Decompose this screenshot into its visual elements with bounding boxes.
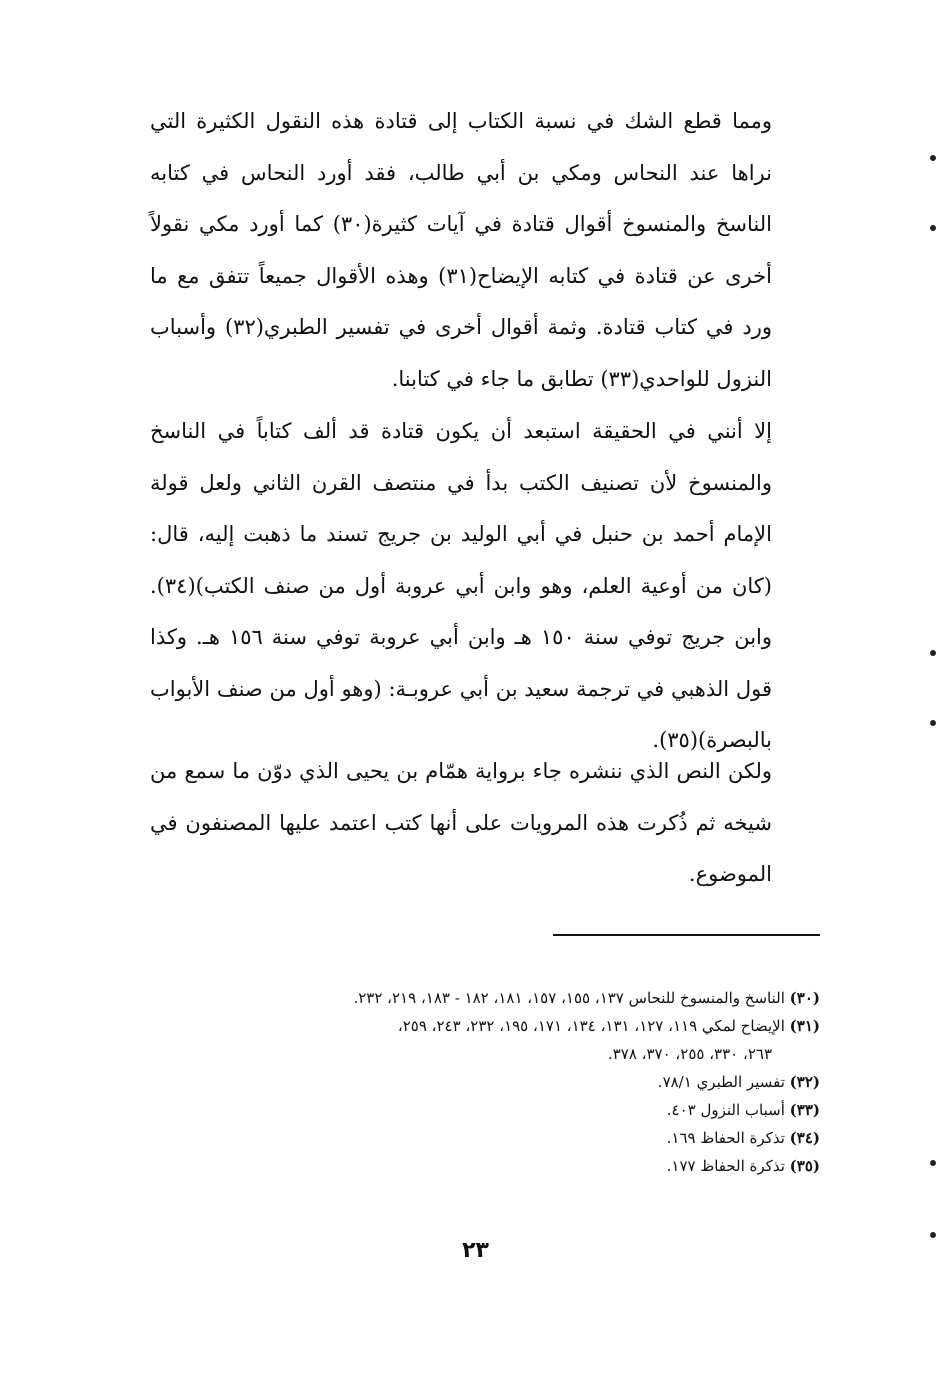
- footnote-30: (٣٠) الناسخ والمنسوخ للنحاس ١٣٧، ١٥٥، ١٥٧، ١٨١، ١٨٢ - ١٨٣، ٢١٩، ٢٣٢.: [353, 989, 820, 1007]
- margin-speck: [930, 225, 936, 231]
- footnotes: [150, 984, 820, 1180]
- footnote-31: (٣١) الإيضاح لمكي ١١٩، ١٢٧، ١٣١، ١٣٤، ١٧١، ١٩٥، ٢٣٢، ٢٤٣، ٢٥٩،: [397, 1017, 820, 1035]
- footnote-32: (٣٢) تفسير الطبري ٧٨/١.: [657, 1073, 820, 1091]
- footnote-34: (٣٤) تذكرة الحفاظ ١٦٩.: [666, 1129, 820, 1147]
- paragraph-3: ولكن النص الذي ننشره جاء برواية همّام بن يحيى الذي دوّن ما سمع من شيخه ثم ذُكرت هذه المرويات على أنها كتب اعتمد عليها المصنفون في الموضوع.: [150, 759, 772, 886]
- footnote-divider: [553, 934, 820, 936]
- footnote-33: (٣٣) أسباب النزول ٤٠٣.: [666, 1101, 820, 1119]
- margin-speck: [930, 1232, 936, 1238]
- margin-speck: [930, 650, 936, 656]
- paragraph-1: ومما قطع الشك في نسبة الكتاب إلى قتادة هذه النقول الكثيرة التي نراها عند النحاس ومكي بن أبي طالب، فقد أورد النحاس في كتابه الناسخ والمنسوخ أقوال قتادة في آيات كثيرة(٣٠) كما أورد مكي نقولاً أخرى عن قتادة في كتابه الإيضاح(٣١) وهذه الأقوال جميعاً تتفق مع ما ورد في كتاب قتادة. وثمة أقوال أخرى في تفسير الطبري(٣٢) وأسباب النزول للواحدي(٣٣) تطابق ما جاء في كتابنا.: [150, 109, 772, 391]
- margin-speck: [930, 155, 936, 161]
- margin-speck: [930, 1160, 936, 1166]
- footnote-35: (٣٥) تذكرة الحفاظ ١٧٧.: [666, 1157, 820, 1175]
- margin-speck: [930, 720, 936, 726]
- page-number: ٢٣: [462, 1238, 489, 1263]
- footnote-31-continued: ٢٦٣، ٣٣٠، ٢٥٥، ٣٧٠، ٣٧٨.: [607, 1045, 772, 1063]
- paragraph-2: إلا أنني في الحقيقة استبعد أن يكون قتادة قد ألف كتاباً في الناسخ والمنسوخ لأن تصنيف الكتب بدأ في منتصف القرن الثاني ولعل قولة الإمام أحمد بن حنبل في أبي الوليد بن جريج تسند ما ذهبت إليه، قال: (كان من أوعية العلم، وهو وابن أبي عروبة أول من صنف الكتب)(٣٤). وابن جريج توفي سنة ١٥٠ هـ وابن أبي عروبة توفي سنة ١٥٦ هـ. وكذا قول الذهبي في ترجمة سعيد بن أبي عروبـة: (وهو أول من صنف الأبواب بالبصرة)(٣٥).: [150, 419, 773, 752]
